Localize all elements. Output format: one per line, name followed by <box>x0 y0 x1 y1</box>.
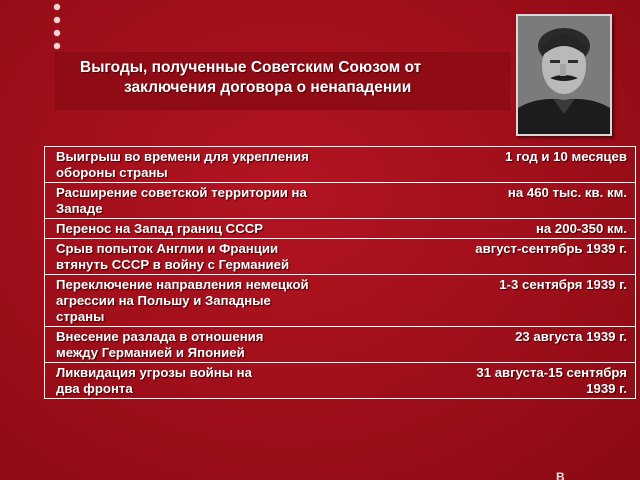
slide-title-line2: заключения договора о ненападении <box>124 79 412 96</box>
value-cell <box>392 147 635 183</box>
value-line: 23 августа 1939 г. <box>515 329 627 344</box>
benefit-cell <box>45 147 392 183</box>
benefit-line: между Германией и Японией <box>56 345 245 360</box>
slide-title <box>80 58 500 98</box>
benefit-line: Срыв попыток Англии и Франции <box>56 241 279 256</box>
benefit-cell <box>45 219 392 239</box>
benefit-line: Перенос на Запад границ СССР <box>56 221 264 236</box>
benefit-line: два фронта <box>56 381 133 396</box>
benefit-cell <box>45 327 392 363</box>
footer-fragment: В <box>556 470 565 480</box>
value-cell <box>392 327 635 363</box>
table-row <box>45 239 635 275</box>
benefit-line: втянуть СССР в войну с Германией <box>56 257 290 272</box>
value-line: август-сентябрь 1939 г. <box>475 241 627 256</box>
bullet-dot-icon <box>54 4 60 10</box>
benefit-line: Западе <box>56 201 103 216</box>
slide-title-line1: Выгоды, полученные Советским Союзом от <box>80 59 422 76</box>
portrait-photo <box>516 14 612 136</box>
benefit-cell <box>45 183 392 219</box>
benefit-line: Переключение направления немецкой <box>56 277 309 292</box>
portrait-illustration <box>518 16 610 134</box>
table-row <box>45 147 635 183</box>
table-row <box>45 275 635 327</box>
value-line: 1939 г. <box>586 381 627 396</box>
value-cell <box>392 219 635 239</box>
benefit-line: агрессии на Польшу и Западные <box>56 293 271 308</box>
value-cell <box>392 275 635 327</box>
benefit-line: обороны страны <box>56 165 168 180</box>
bullet-dot-icon <box>54 17 60 23</box>
value-cell <box>392 239 635 275</box>
bullet-dot-icon <box>54 43 60 49</box>
benefit-line: Выигрыш во времени для укрепления <box>56 149 309 164</box>
value-cell <box>392 363 635 399</box>
benefit-line: страны <box>56 309 105 324</box>
benefits-table-grid <box>45 147 635 398</box>
value-cell <box>392 183 635 219</box>
benefit-line: Ликвидация угрозы войны на <box>56 365 252 380</box>
value-line: 31 августа-15 сентября <box>476 365 627 380</box>
benefits-table-body <box>45 147 635 398</box>
benefit-cell <box>45 239 392 275</box>
decorative-bullets <box>52 4 64 56</box>
benefits-table <box>44 146 636 399</box>
value-line: 1 год и 10 месяцев <box>505 149 627 164</box>
value-line: на 460 тыс. кв. км. <box>507 185 627 200</box>
table-row <box>45 363 635 399</box>
value-line: 1-3 сентября 1939 г. <box>499 277 627 292</box>
benefit-line: Внесение разлада в отношения <box>56 329 264 344</box>
benefit-cell <box>45 275 392 327</box>
table-row <box>45 327 635 363</box>
table-row <box>45 219 635 239</box>
benefit-cell <box>45 363 392 399</box>
value-line: на 200-350 км. <box>535 221 627 236</box>
bullet-dot-icon <box>54 30 60 36</box>
benefit-line: Расширение советской территории на <box>56 185 307 200</box>
table-row <box>45 183 635 219</box>
